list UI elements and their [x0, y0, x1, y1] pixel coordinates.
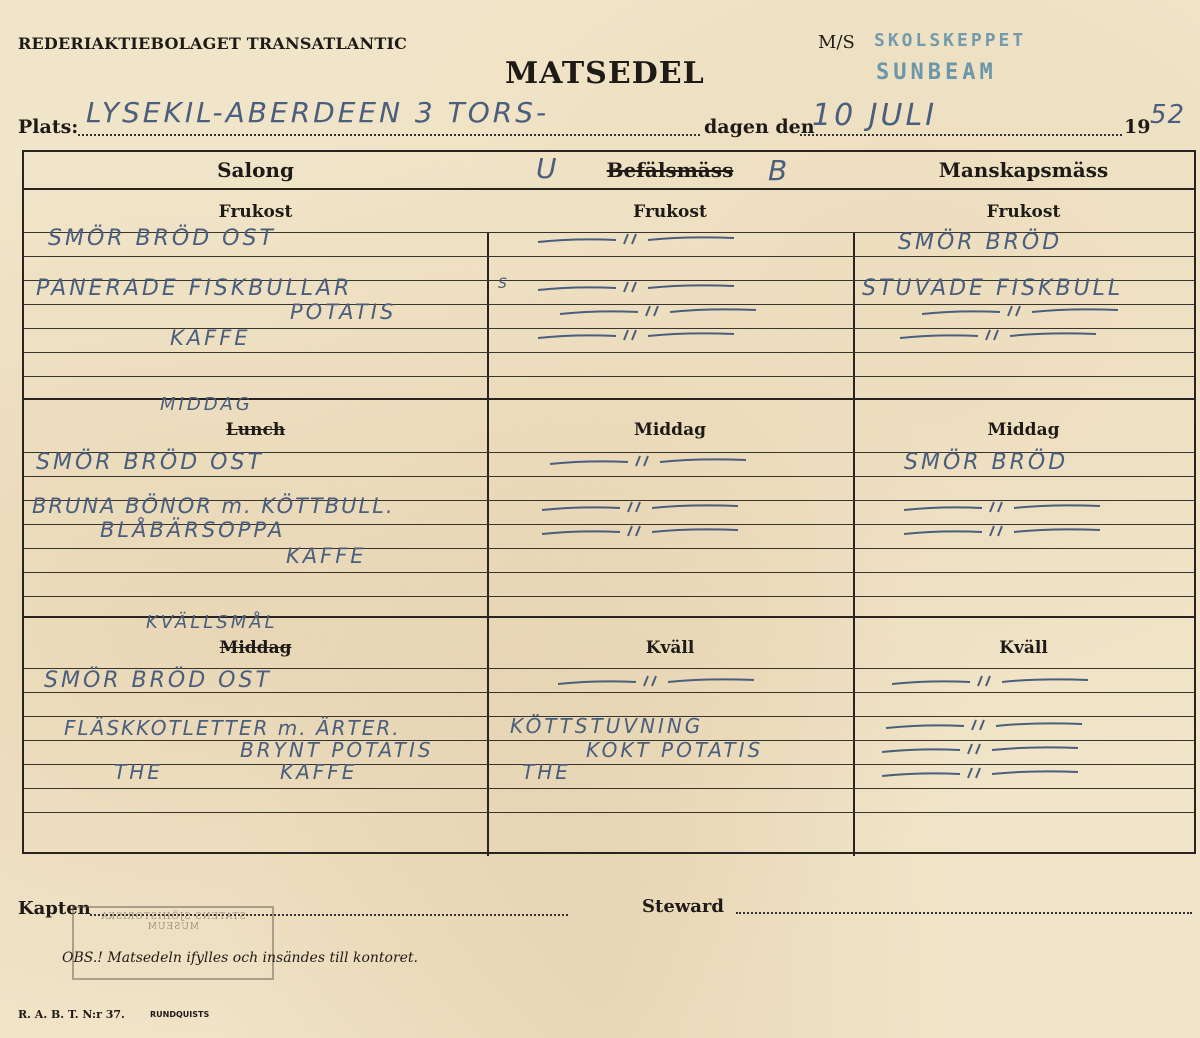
rule: [24, 788, 1194, 789]
column-divider-2: [853, 232, 855, 856]
befal-dinner-line-2: KOKT POTATIS: [586, 738, 764, 762]
manskap-dinner-heading: Kväll: [999, 638, 1048, 658]
form-number: R. A. B. T. N:r 37.: [18, 1008, 125, 1021]
befal-lunch-heading: Middag: [634, 420, 706, 440]
befal-breakfast-marker: S: [498, 276, 510, 292]
ditto-mark: [920, 302, 1120, 320]
befalsmass-note-left: U: [536, 152, 560, 185]
befal-dinner-line-3: THE: [522, 760, 571, 784]
manskap-breakfast-line-1: SMÖR BRÖD: [898, 230, 1063, 255]
salong-lunch-line-4: KAFFE: [286, 544, 367, 568]
ditto-mark: [540, 522, 740, 540]
rule: [24, 572, 1194, 573]
ms-label: M/S: [818, 32, 855, 53]
plats-label: Plats:: [18, 116, 79, 138]
rule: [24, 476, 1194, 477]
salong-dinner-heading: Middag: [219, 638, 292, 658]
rule: [24, 256, 1194, 257]
salong-lunch-line-2: BRUNA BÖNOR m. KÖTTBULL.: [32, 494, 395, 518]
date-dotted-line: [800, 134, 1122, 136]
printer-name: RUNDQUISTS: [150, 1010, 210, 1019]
salong-breakfast-heading: Frukost: [218, 202, 293, 222]
archive-stamp: [72, 906, 274, 980]
obs-note: OBS.! Matsedeln ifylles och insändes till kontoret.: [62, 950, 419, 966]
column-befalsmass: Befälsmäss: [606, 158, 734, 182]
salong-breakfast-line-4: KAFFE: [170, 326, 251, 350]
ditto-mark: [880, 764, 1080, 782]
ditto-mark: [884, 716, 1084, 734]
ditto-mark: [902, 522, 1102, 540]
salong-dinner-line-4: THE: [114, 760, 163, 784]
salong-breakfast-line-3: POTATIS: [290, 300, 397, 324]
steward-label: Steward: [642, 896, 724, 917]
befalsmass-note-right: B: [768, 154, 791, 187]
salong-breakfast-line-1: SMÖR BRÖD OST: [48, 226, 276, 251]
salong-lunch-heading: Lunch: [225, 420, 286, 440]
company-name: REDERIAKTIEBOLAGET TRANSATLANTIC: [18, 34, 408, 53]
year-prefix: 19: [1124, 116, 1151, 138]
manskap-lunch-line-1: SMÖR BRÖD: [904, 450, 1069, 475]
ship-stamp-line2: SUNBEAM: [876, 60, 997, 85]
ditto-mark: [536, 230, 736, 248]
salong-dinner-line-1: SMÖR BRÖD OST: [44, 668, 272, 693]
page-title: MATSEDEL: [505, 56, 705, 91]
salong-dinner-line-3: BRYNT POTATIS: [240, 738, 434, 762]
plats-dotted-line: [78, 134, 700, 136]
column-salong: Salong: [217, 158, 294, 182]
plats-value: LYSEKIL-ABERDEEN 3 TORS-: [86, 96, 550, 129]
rule: [24, 548, 1194, 549]
rule: [24, 812, 1194, 813]
column-divider-1: [487, 232, 489, 856]
ship-stamp-line1: SKOLSKEPPET: [874, 30, 1027, 51]
year-value: 52: [1150, 100, 1186, 130]
befal-breakfast-heading: Frukost: [633, 202, 707, 222]
dagen-label: dagen den: [704, 116, 815, 138]
ditto-mark: [558, 302, 758, 320]
column-manskapsmass: Manskapsmäss: [938, 158, 1109, 182]
ditto-mark: [898, 326, 1098, 344]
date-value: 10 JULI: [812, 98, 938, 133]
salong-breakfast-line-2: PANERADE FISKBULLAR: [36, 276, 353, 301]
ditto-mark: [540, 498, 740, 516]
ditto-mark: [902, 498, 1102, 516]
rule: [24, 596, 1194, 597]
archive-stamp-text: STATENS SJÖHISTORISKA MUSEUM: [100, 912, 246, 932]
salong-dinner-correction: KVÄLLSMÅL: [146, 612, 278, 633]
befal-dinner-heading: Kväll: [645, 638, 695, 658]
manskap-lunch-heading: Middag: [987, 420, 1060, 440]
befal-dinner-line-1: KÖTTSTUVNING: [510, 714, 704, 738]
rule: [24, 376, 1194, 377]
ditto-mark: [556, 672, 756, 690]
ditto-mark: [548, 452, 748, 470]
salong-lunch-line-3: BLÅBÄRSOPPA: [100, 518, 286, 542]
kapten-label: Kapten: [18, 898, 91, 919]
manskap-breakfast-heading: Frukost: [986, 202, 1061, 222]
ditto-mark: [890, 672, 1090, 690]
ditto-mark: [880, 740, 1080, 758]
salong-lunch-line-1: SMÖR BRÖD OST: [36, 450, 264, 475]
header-row-border: [24, 188, 1194, 190]
ditto-mark: [536, 278, 736, 296]
steward-signature-line: [736, 912, 1192, 914]
salong-lunch-correction: MIDDAG: [160, 394, 253, 415]
manskap-breakfast-line-2: STUVADE FISKBULL: [862, 276, 1124, 301]
salong-dinner-line-2: FLÄSKKOTLETTER m. ÄRTER.: [64, 716, 401, 740]
salong-dinner-line-5: KAFFE: [280, 760, 358, 784]
rule: [24, 352, 1194, 353]
ditto-mark: [536, 326, 736, 344]
